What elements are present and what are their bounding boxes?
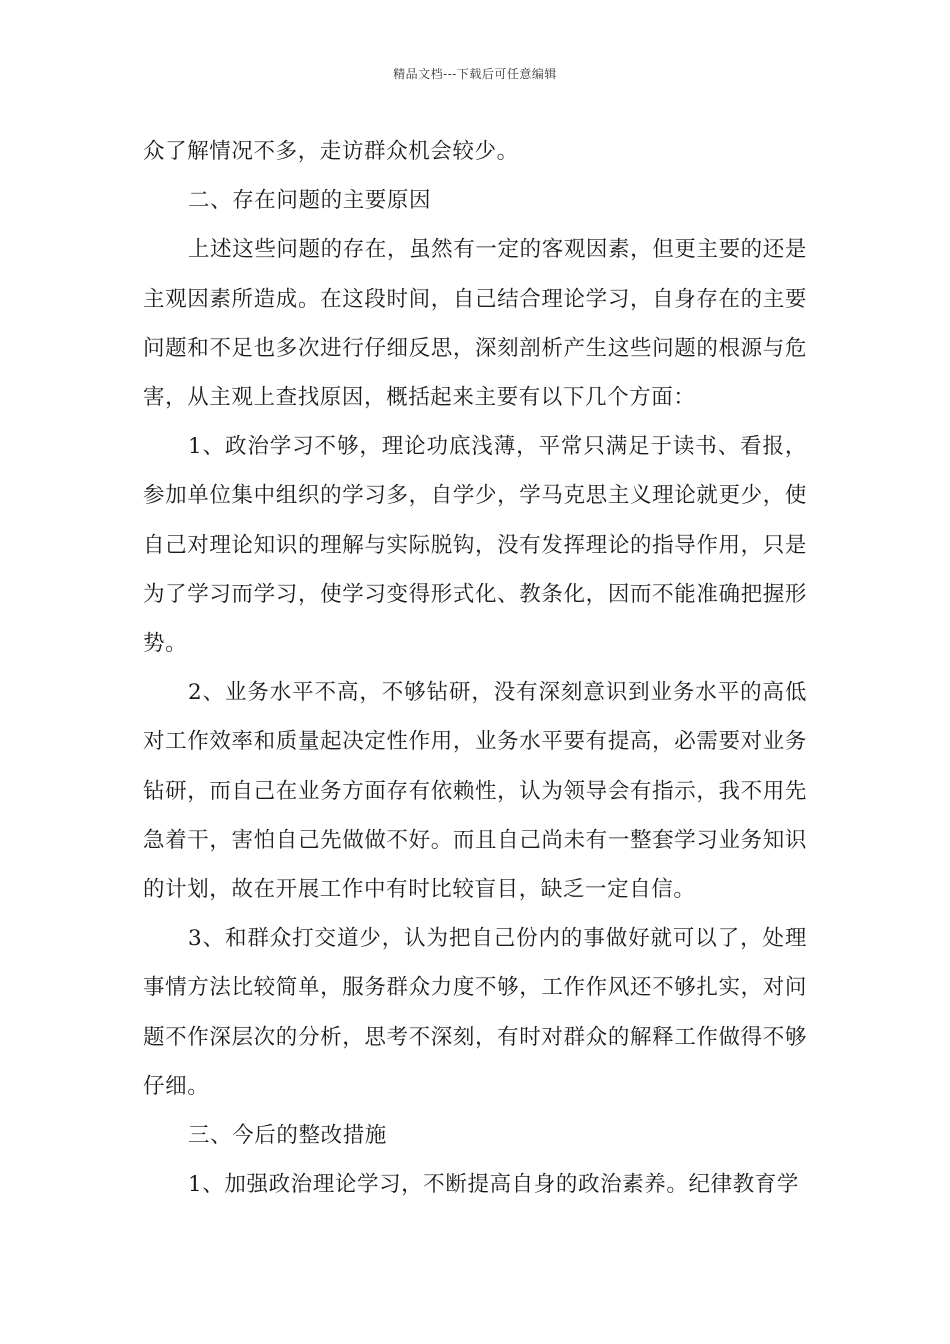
- paragraph-cause-1: 1、政治学习不够，理论功底浅薄，平常只满足于读书、看报，参加单位集中组织的学习多，自学少，学马克思主义理论就更少，使自己对理论知识的理解与实际脱钩，没有发挥理论的指导作用，只是为了学习而学习，使学习变得形式化、教条化，因而不能准确把握形势。: [143, 434, 807, 657]
- section-heading-causes: 二、存在问题的主要原因: [188, 188, 432, 214]
- section-heading-measures: 三、今后的整改措施: [188, 1123, 387, 1149]
- paragraph-measure-1: 1、加强政治理论学习，不断提高自身的政治素养。纪律教育学: [188, 1172, 799, 1198]
- paragraph-causes-intro: 上述这些问题的存在，虽然有一定的客观因素，但更主要的还是主观因素所造成。在这段时间，自己结合理论学习，自身存在的主要问题和不足也多次进行仔细反思，深刻剖析产生这些问题的根源与危害，从主观上查找原因，概括起来主要有以下几个方面：: [143, 237, 807, 411]
- paragraph-continuation: 众了解情况不多，走访群众机会较少。: [143, 139, 519, 164]
- document-body: [143, 127, 807, 1209]
- page-header: 精品文档---下载后可任意编辑: [393, 67, 557, 81]
- paragraph-cause-3: 3、和群众打交道少，认为把自己份内的事做好就可以了，处理事情方法比较简单，服务群众力度不够，工作作风还不够扎实，对问题不作深层次的分析，思考不深刻，有时对群众的解释工作做得不够仔细。: [143, 926, 807, 1099]
- paragraph-cause-2: 2、业务水平不高，不够钻研，没有深刻意识到业务水平的高低对工作效率和质量起决定性作用，业务水平要有提高，必需要对业务钻研，而自己在业务方面存有依赖性，认为领导会有指示，我不用先急着干，害怕自己先做做不好。而且自己尚未有一整套学习业务知识的计划，故在开展工作中有时比较盲目，缺乏一定自信。: [143, 680, 807, 903]
